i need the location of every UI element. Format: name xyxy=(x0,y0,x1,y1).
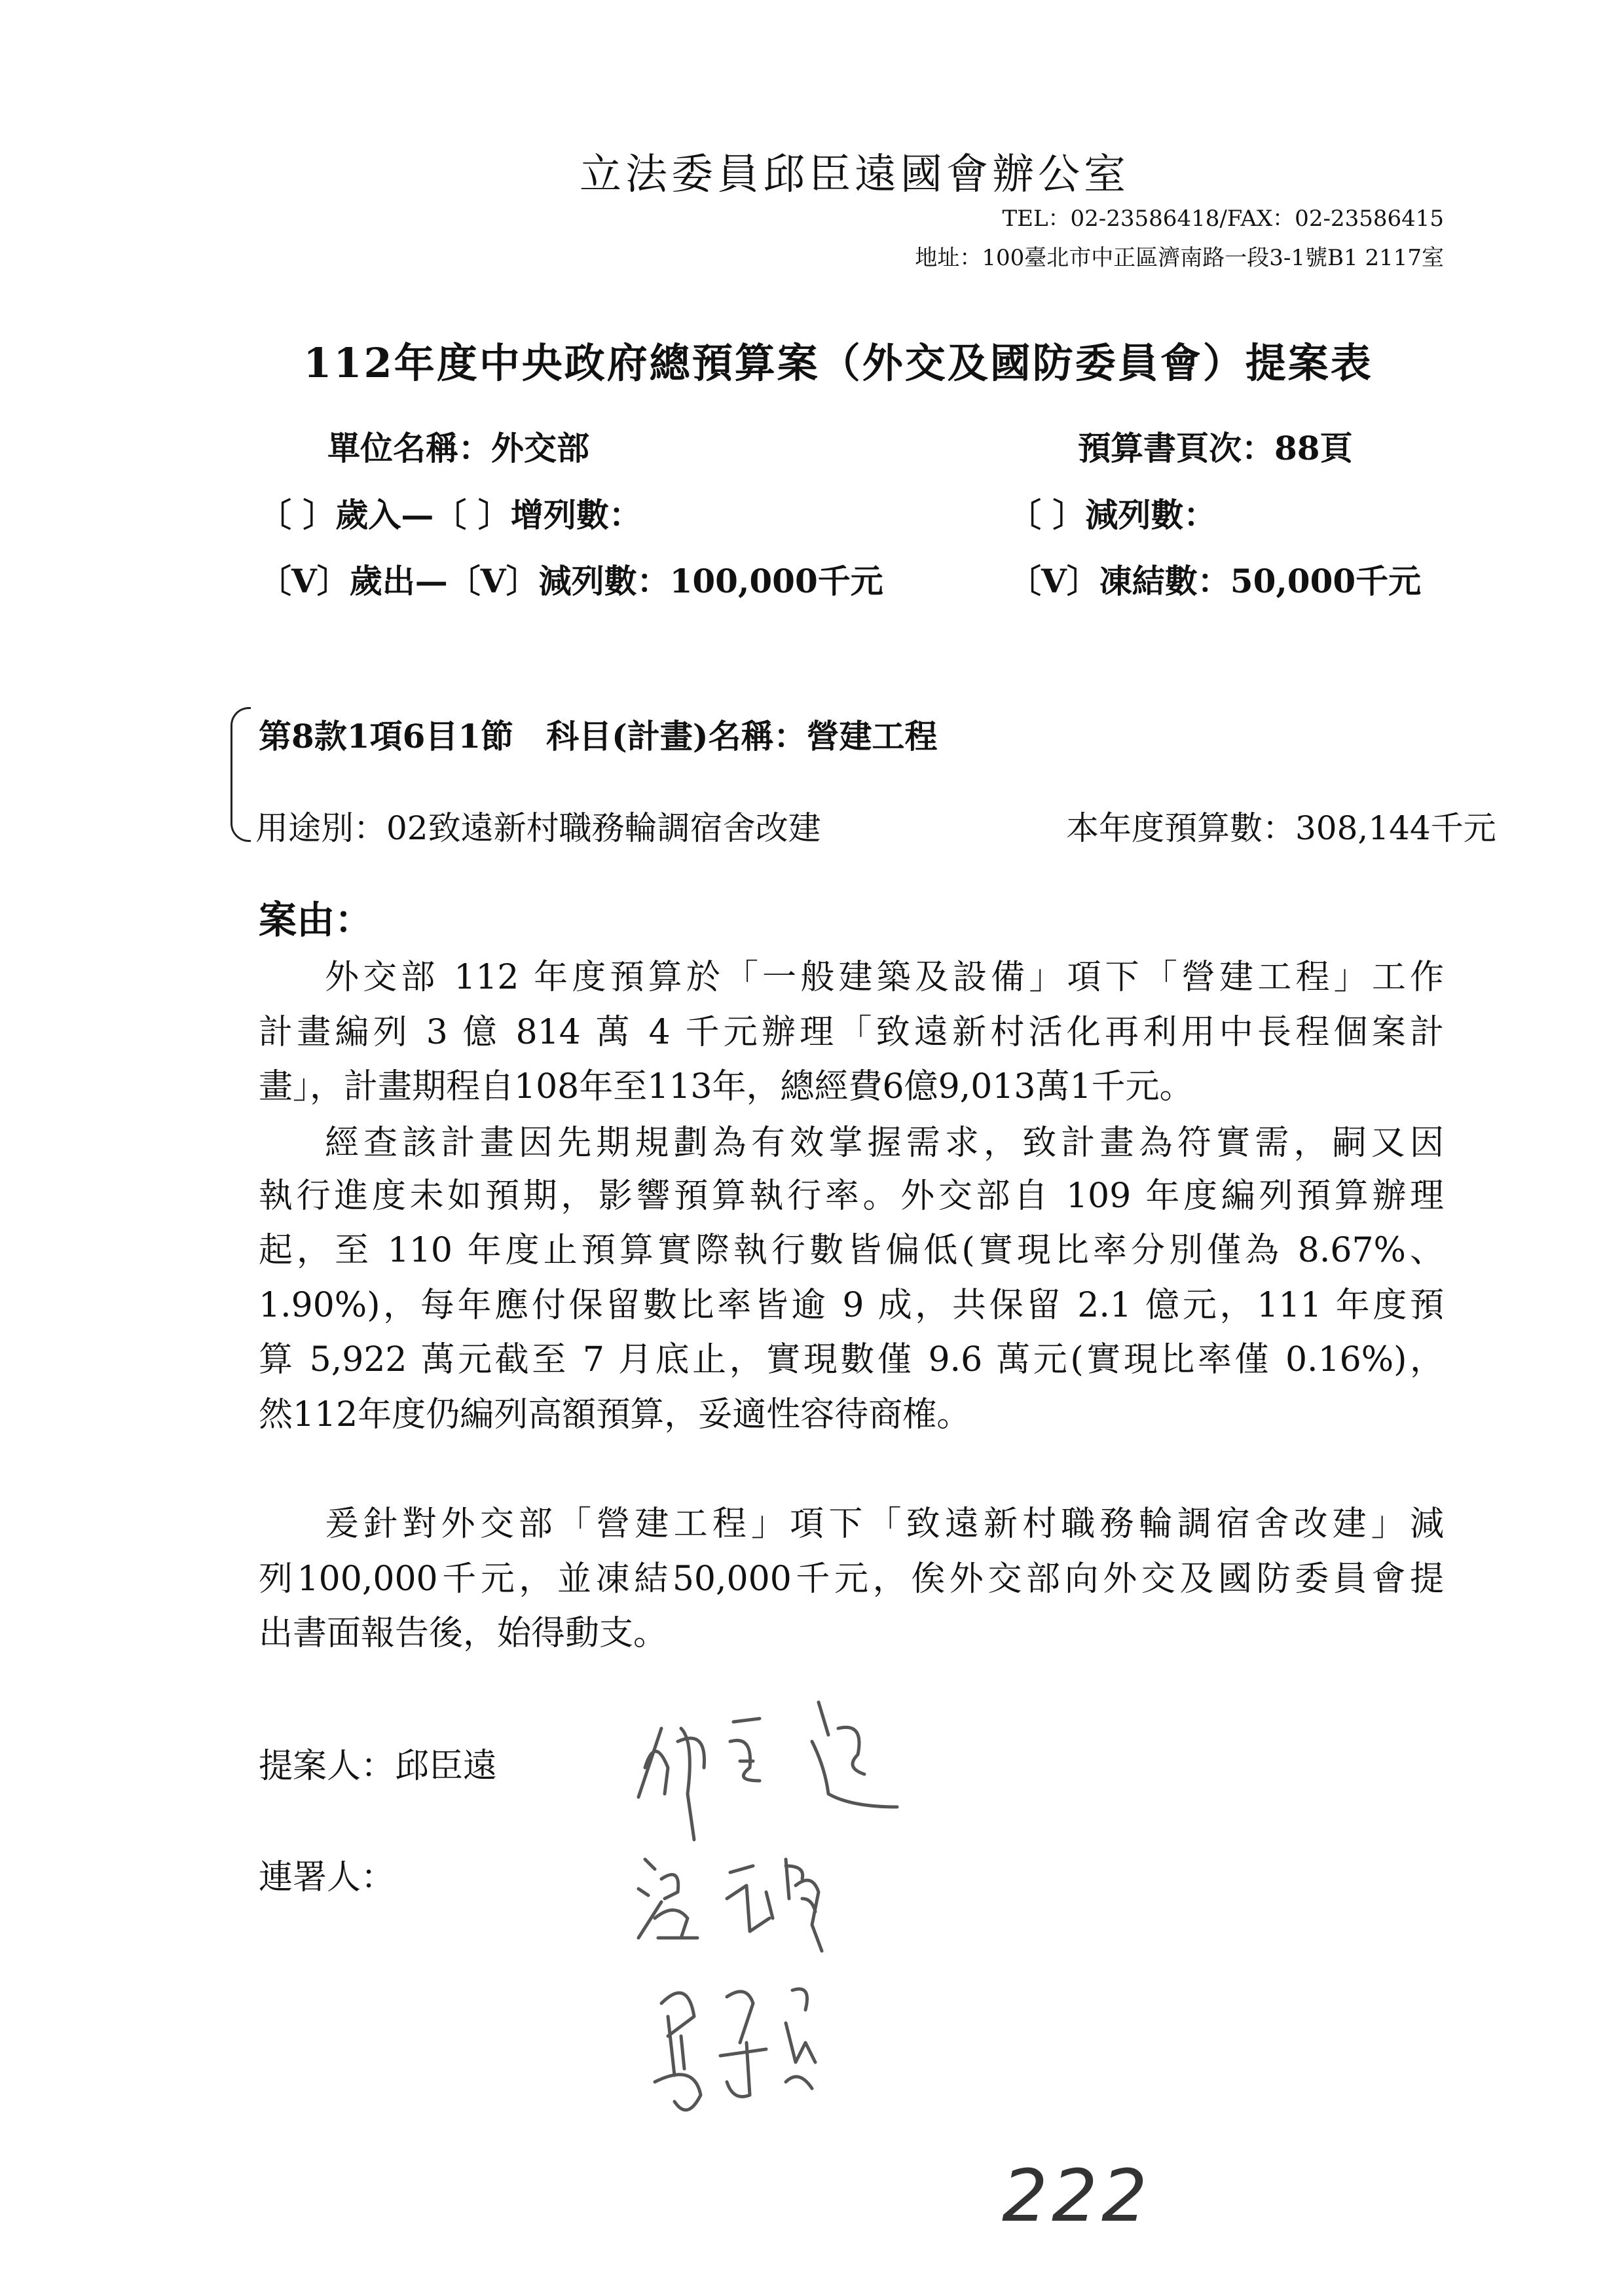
usage-category: 用途別：02致遠新村職務輪調宿舍改建 xyxy=(255,809,821,847)
budget-item: 第8款1項6目1節 科目(計畫)名稱：營建工程 xyxy=(259,717,938,756)
reason-line: 算 5,922 萬元截至 7 月底止，實現數僅 9.6 萬元(實現比率僅 0.16%)， xyxy=(259,1340,1444,1379)
reason-line: 1.90%)，每年應付保留數比率皆逾 9 成，共保留 2.1 億元，111 年度預 xyxy=(259,1286,1444,1325)
reason-line: 計畫編列 3 億 814 萬 4 千元辦理「致遠新村活化再利用中長程個案計 xyxy=(259,1013,1444,1052)
reason-line: 經查該計畫因先期規劃為有效掌握需求，致計畫為符實需，嗣又因 xyxy=(325,1123,1444,1163)
reason-line: 起，至 110 年度止預算實際執行數皆偏低(實現比率分別僅為 8.67%、 xyxy=(259,1231,1444,1270)
page-number-handwritten: 222 xyxy=(1002,2154,1151,2238)
budget-page-ref: 預算書頁次：88頁 xyxy=(1078,429,1353,467)
reason-line: 外交部 112 年度預算於「一般建築及設備」項下「營建工程」工作 xyxy=(325,958,1444,997)
revenue-cut: 〔 〕減列數： xyxy=(1008,496,1217,534)
cosigner-label: 連署人： xyxy=(259,1858,396,1897)
reason-line: 列100,000千元，並凍結50,000千元，俟外交部向外交及國防委員會提 xyxy=(259,1559,1444,1599)
reason-line: 爰針對外交部「營建工程」項下「致遠新村職務輪調宿舍改建」減 xyxy=(325,1504,1444,1544)
reason-line: 出書面報告後，始得動支。 xyxy=(259,1614,668,1653)
reason-line: 執行進度未如預期，影響預算執行率。外交部自 109 年度編列預算辦理 xyxy=(259,1176,1444,1216)
proposer-label: 提案人：邱臣遠 xyxy=(259,1747,498,1786)
expense-cut-line: 〔V〕歲出—〔V〕減列數：100,000千元 xyxy=(259,562,883,600)
reason-line: 畫」，計畫期程自108年至113年，總經費6億9,013萬1千元。 xyxy=(259,1067,1194,1106)
annual-budget: 本年度預算數：308,144千元 xyxy=(1066,809,1496,847)
reason-heading: 案由： xyxy=(259,898,373,942)
signature-cosigner-1 xyxy=(638,1859,822,1951)
office-address: 地址：100臺北市中正區濟南路一段3-1號B1 2117室 xyxy=(915,245,1444,271)
expense-freeze: 〔V〕凍結數：50,000千元 xyxy=(1008,562,1422,600)
unit-name: 單位名稱：外交部 xyxy=(327,429,589,467)
document-title: 112年度中央政府總預算案（外交及國防委員會）提案表 xyxy=(303,339,1373,387)
signature-cosigner-2 xyxy=(655,1989,815,2110)
signature-proposer xyxy=(638,1702,897,1840)
office-phone: TEL：02-23586418/FAX：02-23586415 xyxy=(1002,206,1444,232)
revenue-line: 〔 〕歲入—〔 〕增列數： xyxy=(259,496,642,534)
office-name: 立法委員邱臣遠國會辦公室 xyxy=(580,151,1130,199)
reason-line: 然112年度仍編列高額預算，妥適性容待商榷。 xyxy=(259,1395,971,1434)
